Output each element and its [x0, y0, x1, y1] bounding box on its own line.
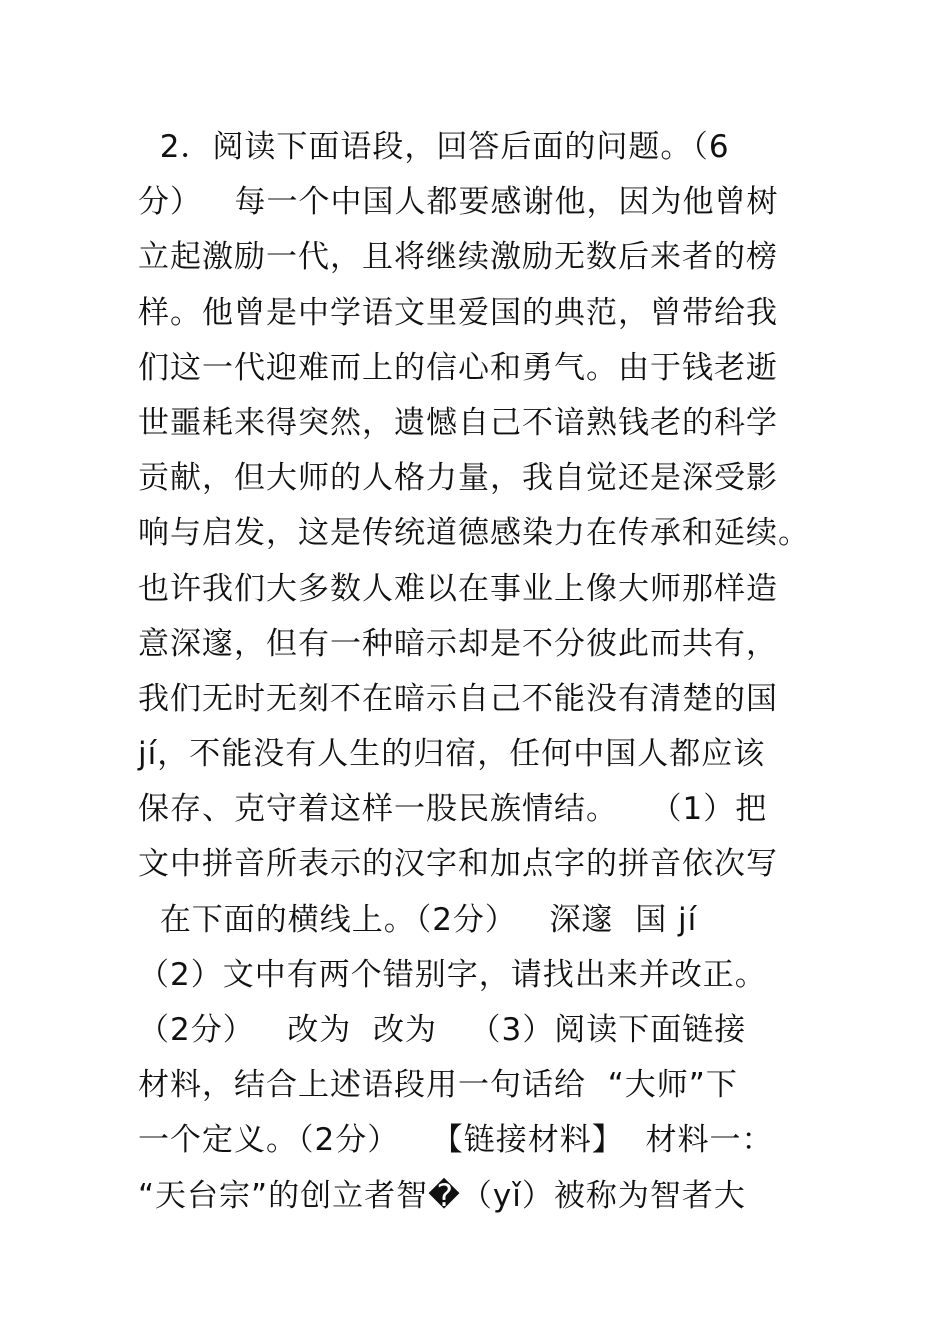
- text-line: 贡献，但大师的人格力量，我自觉还是深受影: [138, 460, 778, 497]
- text-line: 材料，结合上述语段用一句话给 “大师”下: [138, 1067, 738, 1104]
- text-line: 我们无时无刻不在暗示自己不能没有清楚的国: [138, 680, 778, 717]
- text-line: 分） 每一个中国人都要感谢他，因为他曾树: [138, 184, 779, 221]
- text-line: 样。他曾是中学语文里爱国的典范，曾带给我: [138, 294, 778, 331]
- text-line: （2分） 改为 改为 （3）阅读下面链接: [138, 1012, 747, 1048]
- text-line: （2）文中有两个错别字，请找出来并改正。: [138, 956, 767, 993]
- text-line: 一个定义。（2分） 【链接材料】 材料一：: [138, 1122, 774, 1159]
- text-line: 保存、克守着这样一股民族情结。 （1）把: [138, 791, 768, 828]
- text-line: 2．阅读下面语段，回答后面的问题。（6: [138, 129, 730, 165]
- text-line: “天台宗”的创立者智�（yǐ）被称为智者大: [138, 1177, 746, 1214]
- text-line: jí，不能没有人生的归宿，任何中国人都应该: [138, 736, 766, 773]
- text-line: 响与启发，这是传统道德感染力在传承和延续。: [138, 515, 810, 552]
- text-line: 立起激励一代，且将继续激励无数后来者的榜: [138, 239, 778, 276]
- question-text: [138, 120, 838, 1224]
- text-line: 在下面的横线上。（2分） 深邃 国 jí: [138, 901, 698, 938]
- text-line: 也许我们大多数人难以在事业上像大师那样造: [138, 570, 778, 607]
- text-line: 世噩耗来得突然，遗憾自己不谙熟钱老的科学: [138, 404, 778, 441]
- text-line: 文中拼音所表示的汉字和加点字的拼音依次写: [138, 846, 778, 883]
- text-line: 们这一代迎难而上的信心和勇气。由于钱老逝: [138, 349, 778, 386]
- text-line: 意深邃，但有一种暗示却是不分彼此而共有，: [138, 625, 778, 662]
